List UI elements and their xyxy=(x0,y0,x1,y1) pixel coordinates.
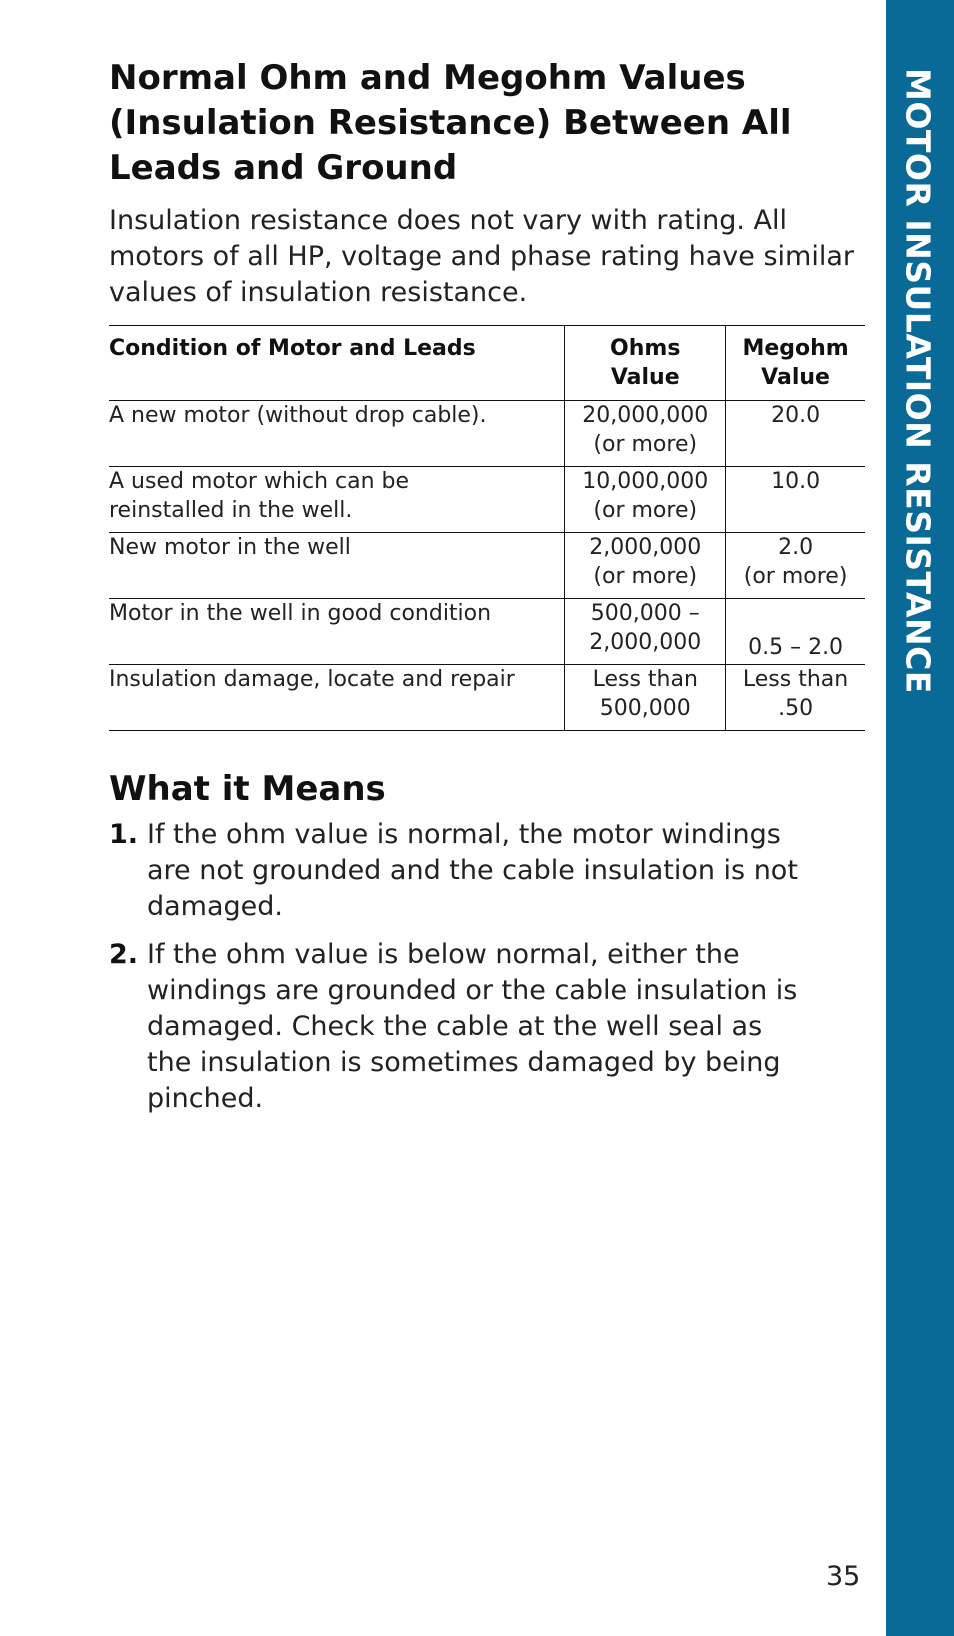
header-ohms-line1: Ohms xyxy=(610,336,681,361)
megohm-cell xyxy=(726,599,865,665)
header-megohm xyxy=(726,326,865,401)
list-item xyxy=(109,937,807,1117)
ohms-qualifier: (or more) xyxy=(593,432,698,457)
condition-cell xyxy=(109,665,565,731)
megohm-cell xyxy=(726,401,865,467)
section-heading-what-it-means: What it Means xyxy=(109,769,386,809)
ohms-value: 20,000,000 xyxy=(582,403,709,428)
megohm-cell xyxy=(726,533,865,599)
list-item-text: If the ohm value is normal, the motor windings are not grounded and the cable insulation is not damaged. xyxy=(147,819,798,922)
intro-paragraph: Insulation resistance does not vary with rating. All motors of all HP, voltage and phase rating have similar values of insulation resistance. xyxy=(109,205,854,308)
megohm-value: .50 xyxy=(778,696,814,721)
condition-text: Insulation damage, locate and repair xyxy=(109,667,515,692)
header-megohm-line2: Value xyxy=(761,365,830,390)
table-row xyxy=(109,533,865,599)
ohms-range-end: 2,000,000 xyxy=(589,630,702,655)
page-number: 35 xyxy=(826,1561,861,1592)
sidebar-section-label: MOTOR INSULATION RESISTANCE xyxy=(898,68,938,694)
ohms-value: 500,000 xyxy=(599,696,691,721)
table-row xyxy=(109,599,865,665)
table-row xyxy=(109,467,865,533)
table-row xyxy=(109,665,865,731)
condition-text: New motor in the well xyxy=(109,535,351,560)
ohms-cell xyxy=(565,401,726,467)
megohm-cell xyxy=(726,467,865,533)
megohm-qualifier: Less than xyxy=(742,667,849,692)
ohms-cell xyxy=(565,467,726,533)
ohms-cell xyxy=(565,665,726,731)
ohms-qualifier: Less than xyxy=(592,667,698,692)
ohms-value: 10,000,000 xyxy=(582,469,709,494)
megohm-value: 2.0 xyxy=(778,535,814,560)
what-it-means-list xyxy=(109,817,865,1117)
condition-text: A used motor which can be xyxy=(109,469,410,494)
ohms-cell xyxy=(565,599,726,665)
ohms-qualifier: (or more) xyxy=(593,498,698,523)
condition-text-cont: reinstalled in the well. xyxy=(109,498,353,523)
condition-cell xyxy=(109,533,565,599)
megohm-cell xyxy=(726,665,865,731)
ohms-cell xyxy=(565,533,726,599)
condition-cell xyxy=(109,599,565,665)
condition-text: A new motor (without drop cable). xyxy=(109,403,487,428)
ohms-value: 2,000,000 xyxy=(589,535,702,560)
list-item-text: If the ohm value is below normal, either the windings are grounded or the cable insulation is damaged. Check the cable at the well seal as the insulation is sometimes damaged by being pinched. xyxy=(147,939,798,1114)
megohm-value: 10.0 xyxy=(771,469,821,494)
header-ohms xyxy=(565,326,726,401)
condition-text: Motor in the well in good condition xyxy=(109,601,492,626)
page-title: Normal Ohm and Megohm Values (Insulation Resistance) Between All Leads and Ground xyxy=(109,58,792,188)
table-row xyxy=(109,401,865,467)
ohms-qualifier: (or more) xyxy=(593,564,698,589)
header-condition: Condition of Motor and Leads xyxy=(109,336,476,361)
ohms-range-start: 500,000 – xyxy=(590,601,700,626)
condition-cell xyxy=(109,467,565,533)
list-item xyxy=(109,817,807,925)
list-item-number: 1. xyxy=(109,819,139,850)
page-content xyxy=(109,56,865,1129)
insulation-resistance-table xyxy=(109,325,865,731)
header-megohm-line1: Megohm xyxy=(742,336,849,361)
list-item-number: 2. xyxy=(109,939,139,970)
table-header-row xyxy=(109,326,865,401)
header-ohms-line2: Value xyxy=(610,365,680,390)
condition-cell xyxy=(109,401,565,467)
megohm-value: 20.0 xyxy=(771,403,821,428)
megohm-qualifier: (or more) xyxy=(743,564,848,589)
megohm-value: 0.5 – 2.0 xyxy=(748,635,844,660)
